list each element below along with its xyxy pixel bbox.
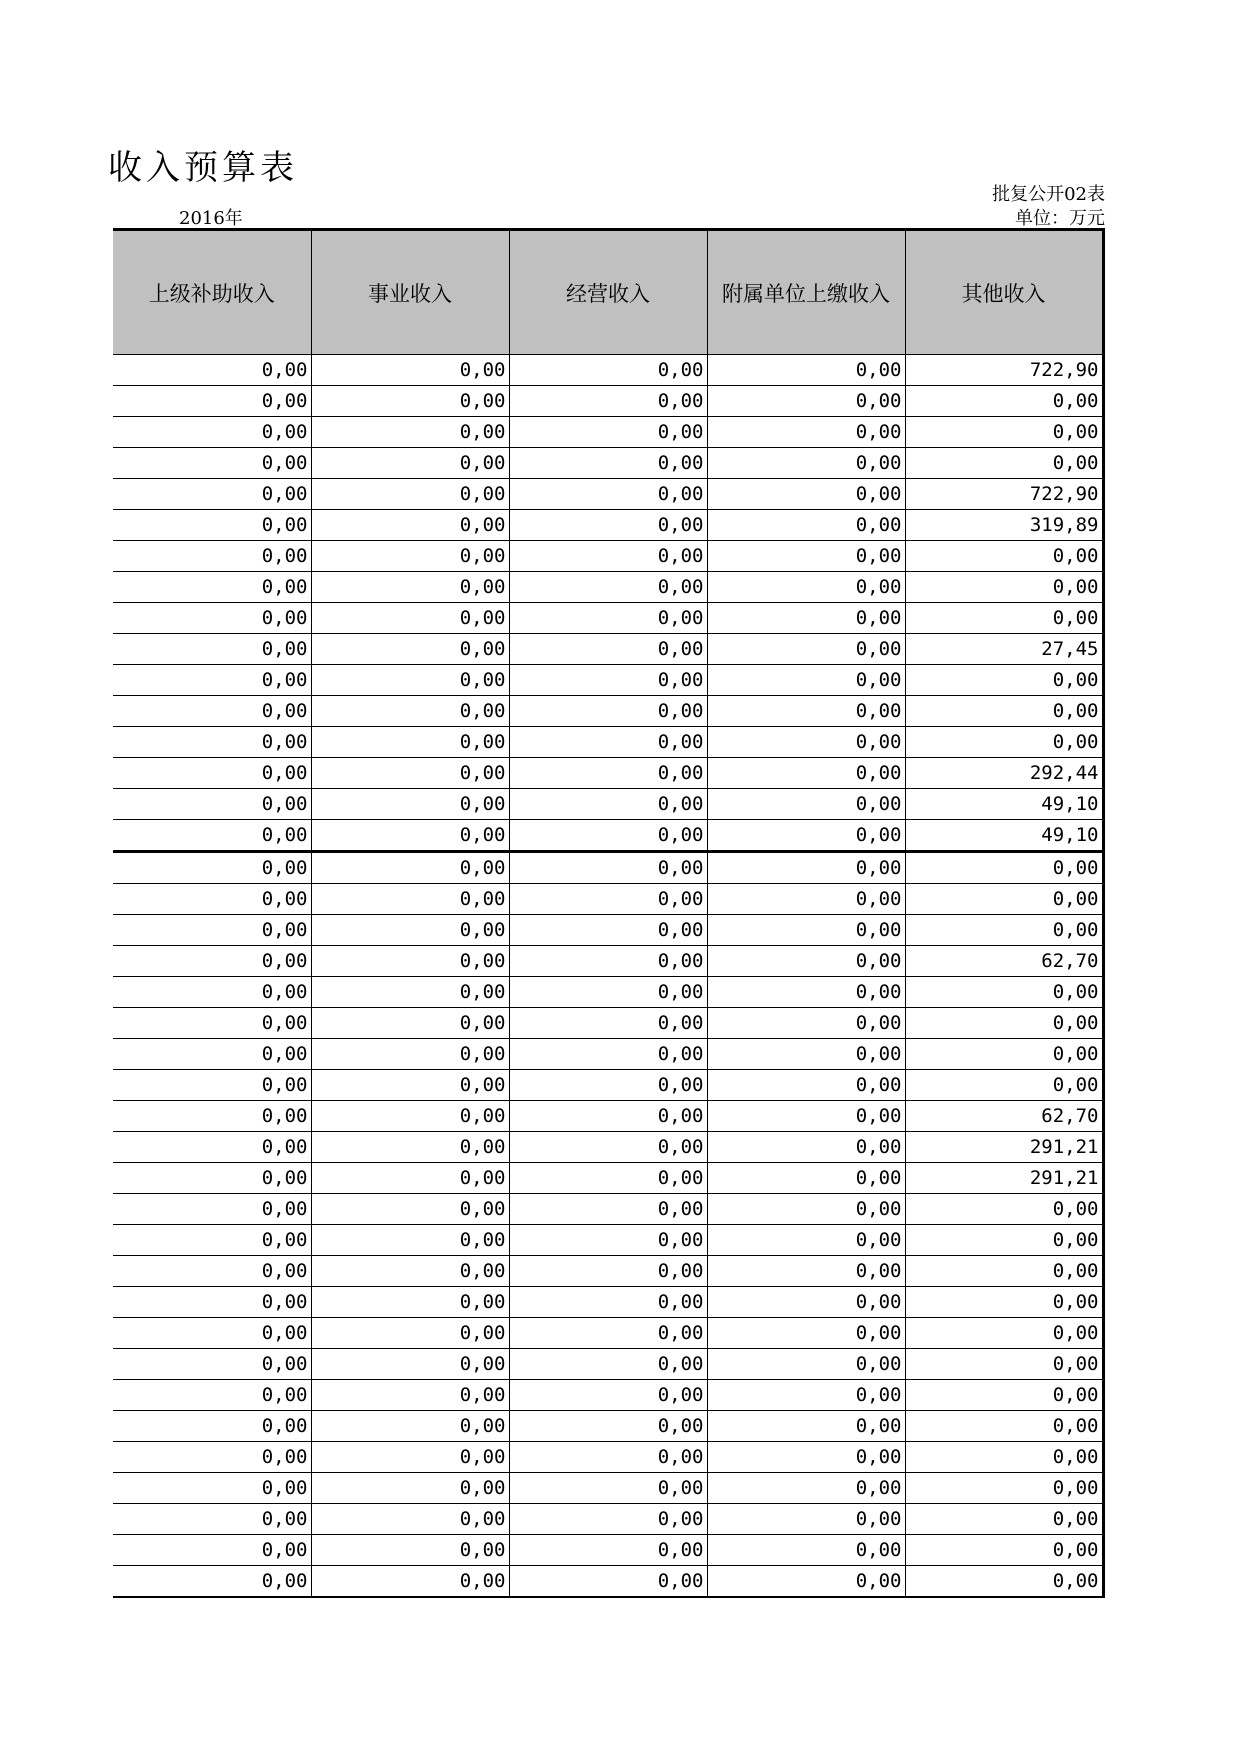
table-row [113,1411,1103,1442]
table-cell: 0,00 [905,1256,1103,1287]
table-cell: 0,00 [113,355,311,386]
table-cell: 0,00 [113,1225,311,1256]
table-cell: 722,90 [905,479,1103,510]
table-cell: 0,00 [905,1504,1103,1535]
table-cell: 0,00 [311,1504,509,1535]
table-cell: 0,00 [707,448,905,479]
table-cell: 0,00 [113,1194,311,1225]
table-cell: 0,00 [905,1535,1103,1566]
table-cell: 0,00 [509,1070,707,1101]
table-cell: 291,21 [905,1132,1103,1163]
table-row [113,386,1103,417]
table-cell: 0,00 [707,1566,905,1598]
table-row [113,1132,1103,1163]
table-cell: 0,00 [509,820,707,852]
table-cell: 0,00 [707,1008,905,1039]
table-cell: 0,00 [113,665,311,696]
table-cell: 0,00 [509,884,707,915]
table-cell: 0,00 [509,915,707,946]
table-cell: 0,00 [509,1318,707,1349]
table-cell: 0,00 [509,448,707,479]
table-cell: 0,00 [311,1101,509,1132]
table-row [113,1535,1103,1566]
table-cell: 0,00 [707,510,905,541]
table-row [113,696,1103,727]
table-cell: 0,00 [311,665,509,696]
table-cell: 0,00 [905,1380,1103,1411]
column-header-business-income: 事业收入 [311,230,509,355]
table-cell: 0,00 [707,603,905,634]
table-cell: 27,45 [905,634,1103,665]
table-cell: 0,00 [113,1473,311,1504]
table-cell: 0,00 [707,572,905,603]
table-cell: 0,00 [707,417,905,448]
table-cell: 0,00 [509,665,707,696]
table-row [113,448,1103,479]
table-cell: 0,00 [509,417,707,448]
table-cell: 0,00 [509,386,707,417]
table-cell: 0,00 [707,479,905,510]
table-cell: 0,00 [311,634,509,665]
table-cell: 0,00 [707,1132,905,1163]
table-cell: 0,00 [509,1008,707,1039]
form-code: 批复公开02表 [992,184,1105,205]
table-cell: 0,00 [509,1566,707,1598]
table-cell: 0,00 [509,1132,707,1163]
table-cell: 0,00 [311,603,509,634]
table-cell: 0,00 [509,852,707,884]
table-row [113,665,1103,696]
table-cell: 0,00 [113,1132,311,1163]
table-row [113,1442,1103,1473]
table-cell: 0,00 [905,1349,1103,1380]
table-cell: 0,00 [311,1008,509,1039]
table-row [113,727,1103,758]
table-cell: 0,00 [707,789,905,820]
table-cell: 0,00 [905,448,1103,479]
table-cell: 0,00 [707,1442,905,1473]
table-row [113,355,1103,386]
table-row [113,758,1103,789]
table-cell: 0,00 [113,758,311,789]
column-header-affiliate-remittance: 附属单位上缴收入 [707,230,905,355]
table-cell: 0,00 [905,977,1103,1008]
table-row [113,572,1103,603]
table-cell: 0,00 [311,1287,509,1318]
table-cell: 0,00 [509,696,707,727]
table-cell: 0,00 [707,386,905,417]
table-cell: 0,00 [311,448,509,479]
table-cell: 0,00 [509,1535,707,1566]
table-row [113,1163,1103,1194]
table-cell: 0,00 [113,696,311,727]
table-row [113,603,1103,634]
table-cell: 0,00 [113,417,311,448]
table-cell: 0,00 [905,1287,1103,1318]
table-cell: 0,00 [509,1349,707,1380]
table-cell: 0,00 [311,1473,509,1504]
table-cell: 0,00 [311,852,509,884]
table-cell: 0,00 [509,1194,707,1225]
table-row [113,1380,1103,1411]
table-cell: 0,00 [905,665,1103,696]
table-cell: 0,00 [707,1194,905,1225]
table-cell: 0,00 [707,1287,905,1318]
table-row [113,1318,1103,1349]
column-header-other-income: 其他收入 [905,230,1103,355]
table-cell: 0,00 [905,1442,1103,1473]
table-cell: 0,00 [707,946,905,977]
table-cell: 0,00 [707,1318,905,1349]
table-cell: 0,00 [311,1163,509,1194]
table-cell: 0,00 [905,915,1103,946]
table-row [113,1349,1103,1380]
table-cell: 0,00 [509,510,707,541]
table-row [113,541,1103,572]
table-cell: 0,00 [113,884,311,915]
table-cell: 0,00 [707,665,905,696]
table-cell: 0,00 [905,1070,1103,1101]
table-cell: 0,00 [311,946,509,977]
table-row [113,510,1103,541]
table-cell: 0,00 [905,1566,1103,1598]
table-cell: 0,00 [113,386,311,417]
table-cell: 0,00 [905,727,1103,758]
table-cell: 0,00 [905,603,1103,634]
table-row [113,946,1103,977]
table-cell: 0,00 [311,1039,509,1070]
table-cell: 0,00 [113,820,311,852]
table-cell: 0,00 [707,1411,905,1442]
table-cell: 0,00 [311,915,509,946]
table-cell: 0,00 [113,1566,311,1598]
table-cell: 0,00 [113,789,311,820]
table-cell: 0,00 [905,1194,1103,1225]
table-cell: 0,00 [113,1163,311,1194]
table-cell: 0,00 [113,1535,311,1566]
table-cell: 0,00 [113,1411,311,1442]
table-cell: 0,00 [509,977,707,1008]
table-row [113,634,1103,665]
table-cell: 0,00 [707,634,905,665]
table-row [113,417,1103,448]
table-cell: 0,00 [707,820,905,852]
table-cell: 0,00 [311,1225,509,1256]
table-cell: 0,00 [509,789,707,820]
table-cell: 0,00 [707,1473,905,1504]
table-row [113,1101,1103,1132]
table-cell: 0,00 [113,510,311,541]
table-row [113,915,1103,946]
table-cell: 0,00 [113,915,311,946]
column-header-superior-subsidy: 上级补助收入 [113,230,311,355]
table-row [113,977,1103,1008]
table-cell: 0,00 [509,1411,707,1442]
table-cell: 0,00 [311,1380,509,1411]
table-cell: 0,00 [905,1411,1103,1442]
table-cell: 0,00 [113,448,311,479]
table-cell: 0,00 [509,1225,707,1256]
table-row [113,884,1103,915]
table-row [113,1225,1103,1256]
table-cell: 0,00 [113,1039,311,1070]
table-cell: 0,00 [905,1473,1103,1504]
table-cell: 0,00 [707,696,905,727]
table-cell: 0,00 [509,603,707,634]
table-cell: 0,00 [509,572,707,603]
table-cell: 0,00 [113,1380,311,1411]
table-cell: 0,00 [509,727,707,758]
table-cell: 0,00 [707,915,905,946]
table-cell: 0,00 [509,355,707,386]
table-row [113,1008,1103,1039]
table-cell: 0,00 [905,696,1103,727]
table-cell: 0,00 [311,758,509,789]
table-row [113,852,1103,884]
table-cell: 0,00 [311,572,509,603]
table-cell: 0,00 [113,1349,311,1380]
table-cell: 0,00 [113,1008,311,1039]
table-cell: 0,00 [113,1442,311,1473]
table-cell: 0,00 [905,1008,1103,1039]
table-cell: 0,00 [707,355,905,386]
table-cell: 0,00 [113,727,311,758]
table-cell: 0,00 [707,541,905,572]
table-cell: 0,00 [113,1504,311,1535]
table-cell: 0,00 [905,417,1103,448]
table-cell: 0,00 [707,758,905,789]
table-cell: 0,00 [113,977,311,1008]
table-cell: 0,00 [905,1225,1103,1256]
table-cell: 0,00 [509,1101,707,1132]
table-cell: 0,00 [707,884,905,915]
currency-unit: 单位：万元 [1015,208,1105,229]
column-header-operating-income: 经营收入 [509,230,707,355]
table-cell: 0,00 [311,1194,509,1225]
table-cell: 0,00 [311,727,509,758]
table-cell: 0,00 [311,977,509,1008]
table-cell: 0,00 [311,1132,509,1163]
table-row [113,1039,1103,1070]
table-cell: 0,00 [311,479,509,510]
table-cell: 0,00 [311,789,509,820]
table-cell: 62,70 [905,946,1103,977]
table-cell: 0,00 [509,1163,707,1194]
table-row [113,1070,1103,1101]
table-cell: 0,00 [707,852,905,884]
table-header-row [113,230,1103,355]
table-cell: 0,00 [113,479,311,510]
table-cell: 0,00 [311,417,509,448]
table-cell: 0,00 [113,946,311,977]
table-cell: 49,10 [905,820,1103,852]
table-cell: 0,00 [905,386,1103,417]
table-row [113,820,1103,852]
table-cell: 0,00 [707,1163,905,1194]
table-cell: 0,00 [311,1318,509,1349]
table-cell: 0,00 [311,1411,509,1442]
table-cell: 0,00 [311,355,509,386]
table-cell: 0,00 [509,1504,707,1535]
table-cell: 0,00 [311,696,509,727]
table-cell: 0,00 [905,1318,1103,1349]
table-cell: 0,00 [509,1256,707,1287]
table-row [113,1473,1103,1504]
table-cell: 0,00 [707,1504,905,1535]
table-cell: 0,00 [509,541,707,572]
table-cell: 0,00 [311,510,509,541]
table-cell: 0,00 [707,1380,905,1411]
table-cell: 0,00 [707,1535,905,1566]
table-row [113,1256,1103,1287]
table-cell: 0,00 [707,1256,905,1287]
table-cell: 0,00 [509,1473,707,1504]
table-cell: 62,70 [905,1101,1103,1132]
table-cell: 0,00 [509,1380,707,1411]
table-cell: 0,00 [509,479,707,510]
page-title: 收入预算表 [108,148,298,188]
table-cell: 722,90 [905,355,1103,386]
table-cell: 0,00 [113,852,311,884]
table-cell: 292,44 [905,758,1103,789]
table-body [113,355,1103,1598]
table-cell: 0,00 [509,1039,707,1070]
table-cell: 0,00 [113,603,311,634]
table-cell: 0,00 [707,1039,905,1070]
income-budget-table [113,228,1105,1598]
table-cell: 0,00 [509,1287,707,1318]
table-cell: 0,00 [113,541,311,572]
table-cell: 0,00 [113,1256,311,1287]
table-row [113,1287,1103,1318]
table-cell: 0,00 [905,1039,1103,1070]
table-cell: 49,10 [905,789,1103,820]
table-cell: 0,00 [509,634,707,665]
table-cell: 0,00 [509,758,707,789]
table-cell: 0,00 [311,1070,509,1101]
table-cell: 0,00 [905,541,1103,572]
table-cell: 0,00 [707,1349,905,1380]
table-cell: 0,00 [311,820,509,852]
table-cell: 291,21 [905,1163,1103,1194]
table-cell: 0,00 [311,1535,509,1566]
table-cell: 0,00 [311,541,509,572]
table-row [113,1194,1103,1225]
table-cell: 0,00 [113,1287,311,1318]
table-cell: 0,00 [311,1442,509,1473]
table-cell: 0,00 [311,884,509,915]
table-cell: 0,00 [113,634,311,665]
table-cell: 0,00 [311,1566,509,1598]
table-cell: 0,00 [113,1101,311,1132]
table-cell: 0,00 [707,727,905,758]
table-cell: 0,00 [113,572,311,603]
table-cell: 0,00 [707,1101,905,1132]
table-cell: 0,00 [905,572,1103,603]
table-cell: 0,00 [509,946,707,977]
table-cell: 0,00 [113,1318,311,1349]
table-cell: 0,00 [509,1442,707,1473]
table-cell: 0,00 [311,386,509,417]
table-row [113,1504,1103,1535]
table-cell: 0,00 [311,1256,509,1287]
table-row [113,479,1103,510]
table-cell: 0,00 [707,1070,905,1101]
table-cell: 0,00 [905,852,1103,884]
budget-year: 2016年 [179,208,243,229]
table-cell: 0,00 [113,1070,311,1101]
table-cell: 0,00 [905,884,1103,915]
table-cell: 0,00 [707,1225,905,1256]
table-row [113,789,1103,820]
table-row [113,1566,1103,1598]
table-cell: 319,89 [905,510,1103,541]
table-cell: 0,00 [707,977,905,1008]
table-cell: 0,00 [311,1349,509,1380]
